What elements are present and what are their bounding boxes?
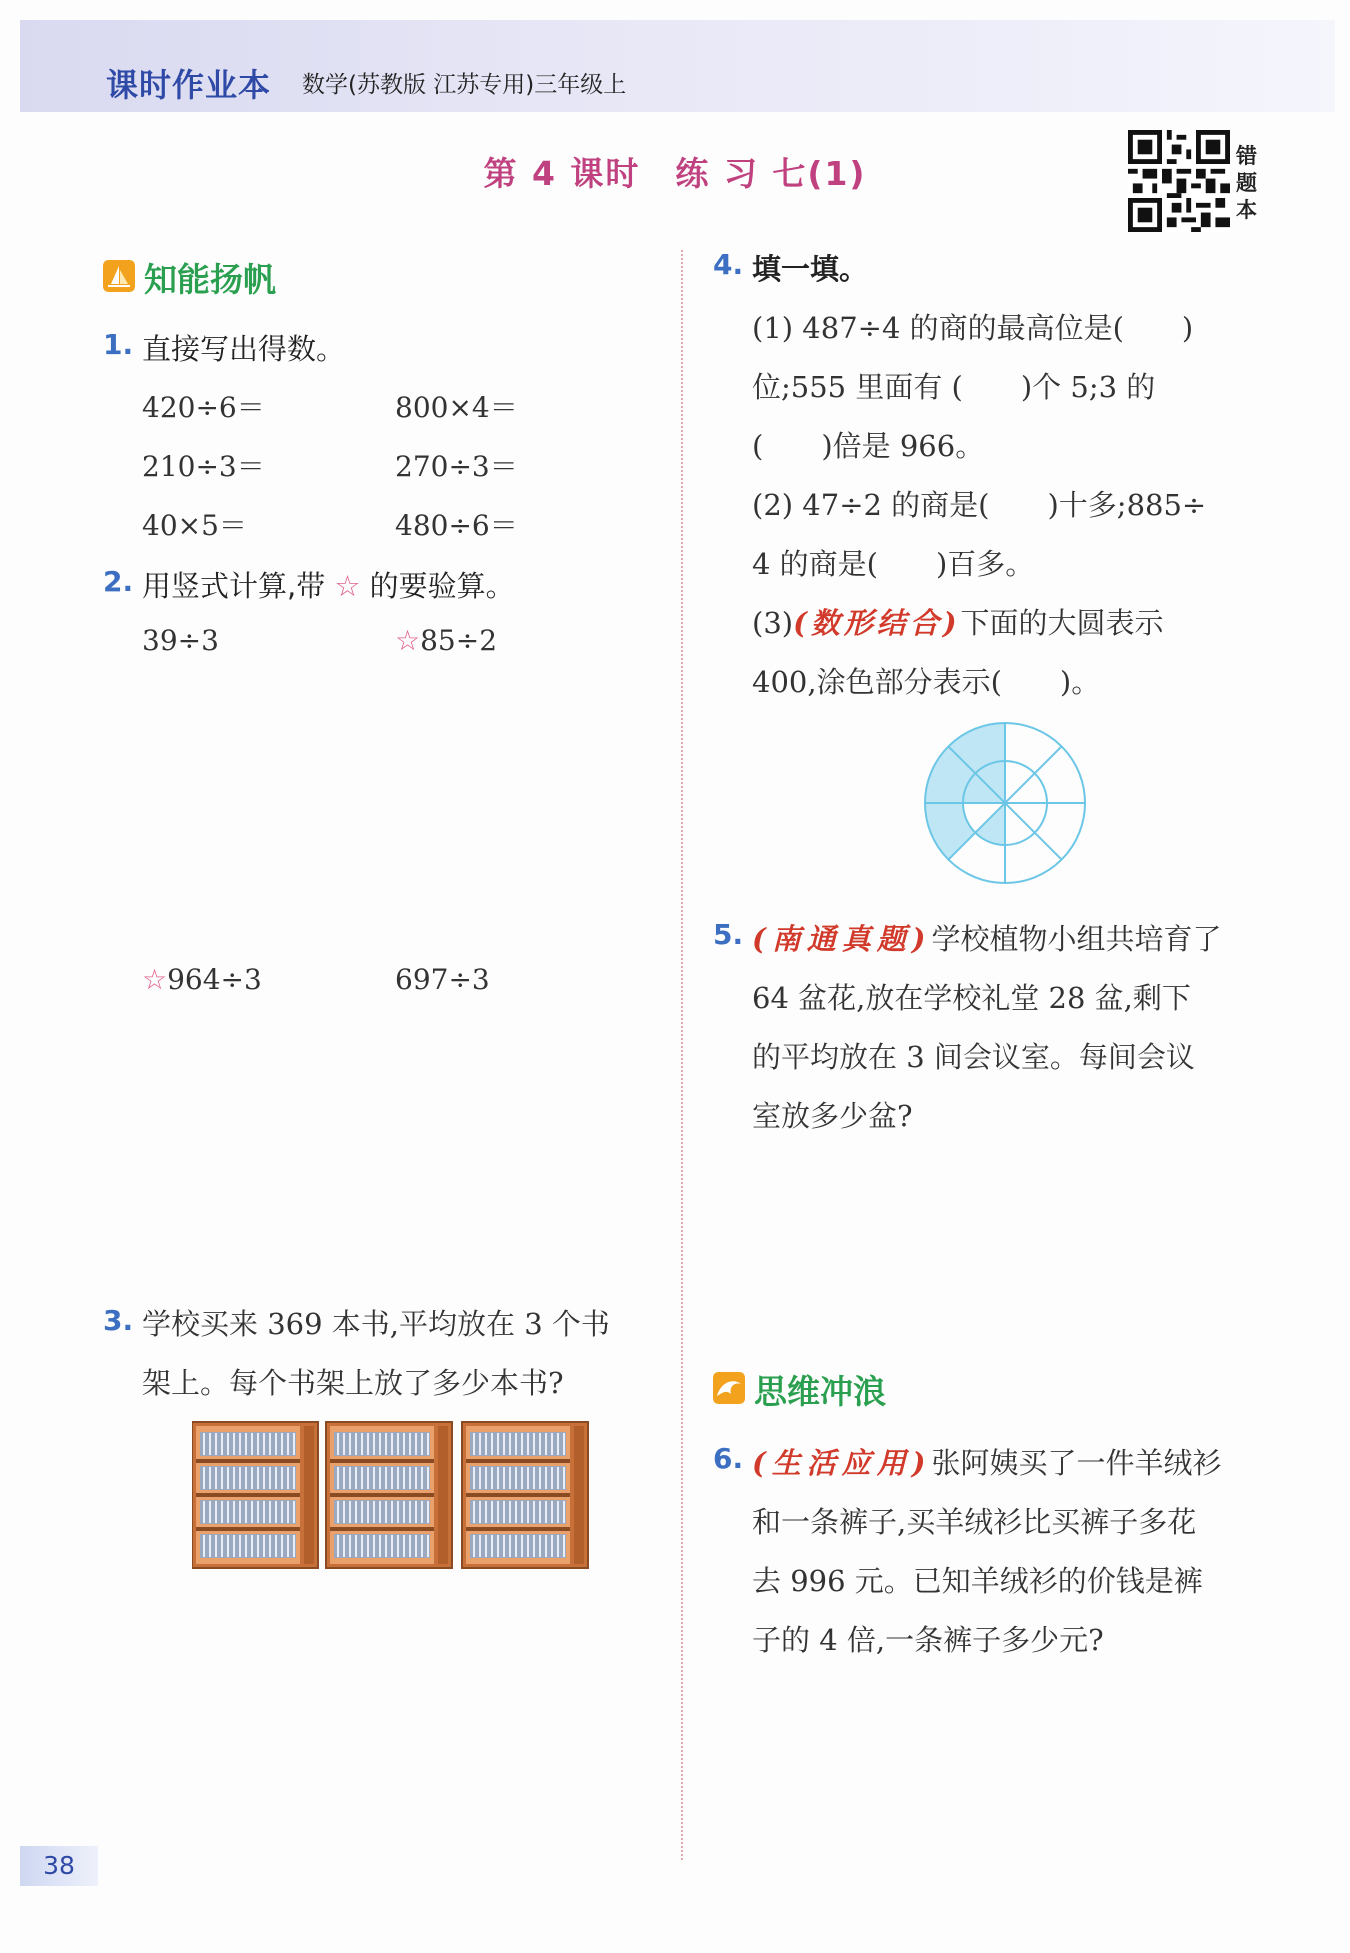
question-line: 子的 4 倍,一条裤子多少元? bbox=[752, 1623, 1104, 1657]
arithmetic-item: 800×4＝ bbox=[395, 391, 518, 424]
star-icon: ☆ bbox=[395, 624, 421, 657]
question-number: 1. bbox=[103, 328, 134, 361]
question-line: (3)(数形结合)下面的大圆表示 bbox=[752, 606, 1164, 640]
fraction-circle-diagram bbox=[920, 718, 1090, 888]
sail-icon bbox=[103, 260, 135, 292]
question-line: 去 996 元。已知羊绒衫的价钱是裤 bbox=[752, 1564, 1203, 1598]
question-line: (南通真题)学校植物小组共培育了 bbox=[752, 922, 1222, 956]
question-line: 室放多少盆? bbox=[752, 1099, 913, 1133]
question-tag: (数形结合) bbox=[793, 606, 961, 640]
question-line: (1) 487÷4 的商的最高位是( ) bbox=[752, 311, 1194, 345]
section-heading-zhineng: 知能扬帆 bbox=[144, 260, 276, 299]
question-line: 位;555 里面有 ( )个 5;3 的 bbox=[752, 370, 1156, 404]
question-number: 6. bbox=[713, 1442, 744, 1475]
star-icon: ☆ bbox=[334, 569, 361, 603]
question-line: 和一条裤子,买羊绒衫比买裤子多花 bbox=[752, 1505, 1197, 1539]
bookshelves-illustration bbox=[192, 1420, 598, 1570]
question-number: 3. bbox=[103, 1304, 134, 1337]
question-line: 的平均放在 3 间会议室。每间会议 bbox=[752, 1040, 1195, 1074]
arithmetic-item: 210÷3＝ bbox=[142, 450, 265, 483]
question-number: 2. bbox=[103, 565, 134, 598]
page-number: 38 bbox=[20, 1846, 98, 1886]
question-title: 用竖式计算,带 ☆ 的要验算。 bbox=[142, 569, 515, 603]
lesson-title: 第 4 课时 练 习 七(1) bbox=[483, 154, 867, 193]
question-line: 4 的商是( )百多。 bbox=[752, 547, 1035, 581]
qr-label-char: 本 bbox=[1236, 198, 1257, 222]
question-title: 填一填。 bbox=[752, 252, 869, 286]
qr-label-char: 题 bbox=[1236, 171, 1257, 195]
question-number: 5. bbox=[713, 918, 744, 951]
division-item: ☆85÷2 bbox=[395, 624, 498, 657]
question-tag: (南通真题) bbox=[752, 922, 932, 956]
division-item: ☆964÷3 bbox=[142, 963, 262, 996]
question-line: (生活应用)张阿姨买了一件羊绒衫 bbox=[752, 1446, 1222, 1480]
question-line: ( )倍是 966。 bbox=[752, 429, 985, 463]
book-subtitle: 数学(苏教版 江苏专用)三年级上 bbox=[302, 72, 627, 98]
division-item: 697÷3 bbox=[395, 963, 490, 996]
question-line: 架上。每个书架上放了多少本书? bbox=[142, 1366, 564, 1400]
arithmetic-item: 480÷6＝ bbox=[395, 509, 518, 542]
division-item: 39÷3 bbox=[142, 624, 219, 657]
section-heading-siwei: 思维冲浪 bbox=[754, 1372, 886, 1411]
brand-title: 课时作业本 bbox=[106, 66, 272, 104]
question-line: 400,涂色部分表示( )。 bbox=[752, 665, 1101, 699]
arithmetic-item: 270÷3＝ bbox=[395, 450, 518, 483]
question-number: 4. bbox=[713, 248, 744, 281]
arithmetic-item: 40×5＝ bbox=[142, 509, 247, 542]
star-icon: ☆ bbox=[142, 963, 168, 996]
question-line: (2) 47÷2 的商是( )十多;885÷ bbox=[752, 488, 1207, 522]
question-title: 直接写出得数。 bbox=[142, 332, 346, 366]
qr-code-icon[interactable] bbox=[1128, 130, 1230, 232]
column-divider bbox=[681, 250, 683, 1860]
wave-icon bbox=[713, 1372, 745, 1404]
question-tag: (生活应用) bbox=[752, 1446, 932, 1480]
question-line: 64 盆花,放在学校礼堂 28 盆,剩下 bbox=[752, 981, 1191, 1015]
qr-label-char: 错 bbox=[1236, 144, 1257, 168]
question-line: 学校买来 369 本书,平均放在 3 个书 bbox=[142, 1307, 610, 1341]
arithmetic-item: 420÷6＝ bbox=[142, 391, 265, 424]
